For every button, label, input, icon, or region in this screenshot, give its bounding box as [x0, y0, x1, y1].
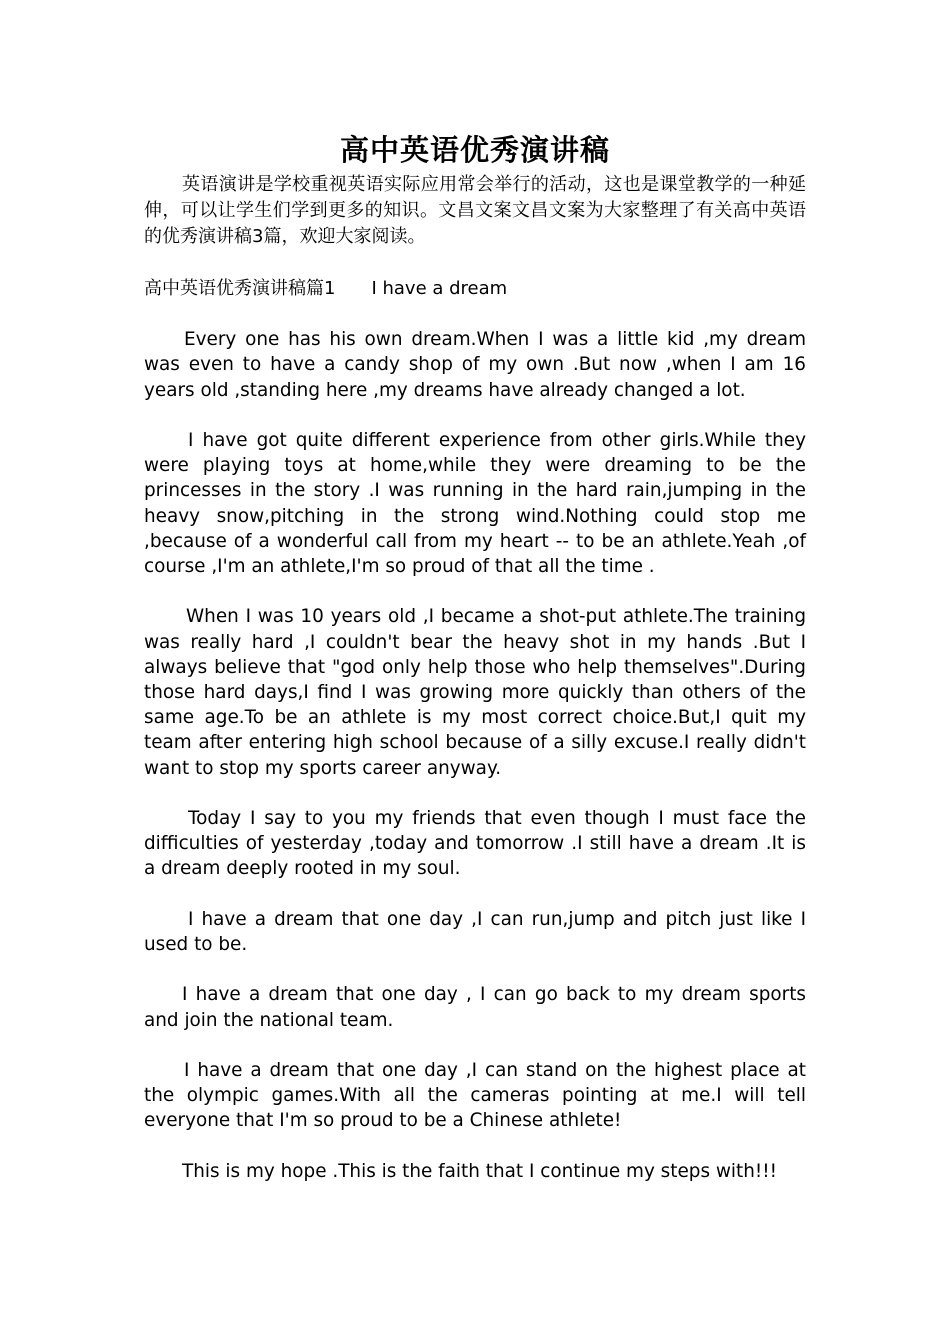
body-paragraph-4: Today I say to you my friends that even though I must face the difficulties of yesterday ,today and tomorrow .I still have a dream .It is a dream deeply rooted in my soul. — [144, 808, 806, 880]
body-paragraph-8: This is my hope .This is the faith that I continue my steps with!!! — [182, 1160, 778, 1182]
intro-paragraph: 英语演讲是学校重视英语实际应用常会举行的活动，这也是课堂教学的一种延伸，可以让学生们学到更多的知识。文昌文案文昌文案为大家整理了有关高中英语的优秀演讲稿3篇，欢迎大家阅读。 — [144, 174, 806, 247]
body-paragraph-3: When I was 10 years old ,I became a shot-put athlete.The training was really hard ,I couldn't bear the heavy shot in my hands .But I always believe that "god only help those who help themselves".During those hard days,I find I was growing more quickly than others of the same age.To be an athlete is my most correct choice.But,I quit my team after entering high school because of a silly excuse.I really didn't want to stop my sports career anyway. — [144, 606, 806, 779]
body-paragraph-1: Every one has his own dream.When I was a little kid ,my dream was even to have a candy shop of my own .But now ,when I am 16 years old ,standing here ,my dreams have already changed a lot. — [144, 329, 806, 401]
body-paragraph-5: I have a dream that one day ,I can run,jump and pitch just like I used to be. — [144, 908, 806, 955]
body-paragraph-7: I have a dream that one day ,I can stand on the highest place at the olympic games.With all the cameras pointing at me.I will tell everyone that I'm so proud to be a Chinese athlete! — [144, 1059, 806, 1132]
section-heading-label: 高中英语优秀演讲稿篇1 — [144, 278, 336, 299]
body-paragraph-2: I have got quite different experience from other girls.While they were playing toys at home,while they were dreaming to be the princesses in the story .I was running in the hard rain,jumping in the heavy snow,pitching in the strong wind.Nothing could stop me ,because of a wonderful call from my heart -- to be an athlete.Yeah ,of course ,I'm an athlete,I'm so proud of that all the time . — [144, 429, 806, 577]
section-heading-subtitle: I have a dream — [371, 278, 508, 299]
document-title: 高中英语优秀演讲稿 — [339, 133, 610, 167]
document-page — [144, 128, 806, 1184]
section-heading — [144, 276, 806, 302]
body-paragraph-6: I have a dream that one day , I can go back to my dream sports and join the national team. — [144, 984, 806, 1031]
